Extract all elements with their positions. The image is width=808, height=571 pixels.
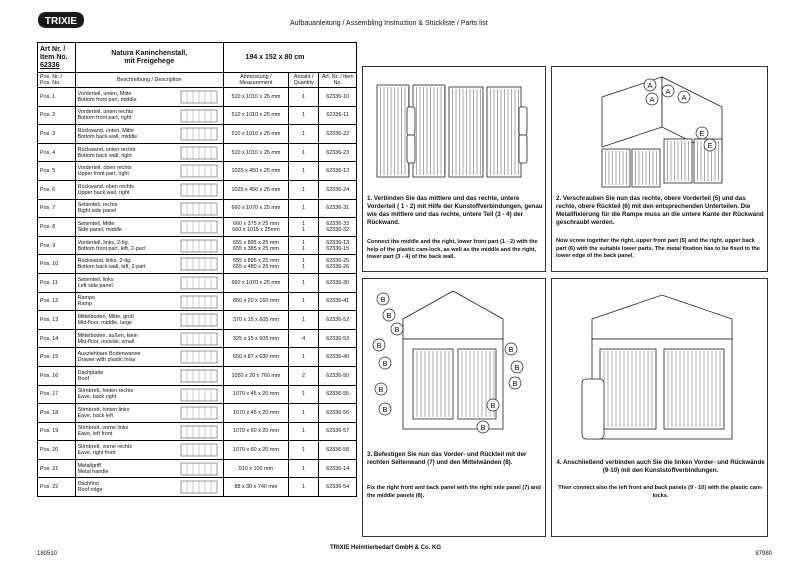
table-row	[38, 88, 357, 107]
parts-list-table	[37, 42, 357, 497]
table-row	[38, 199, 357, 218]
product-name-line2: mit Freigehege	[124, 57, 175, 65]
part-thumbnail	[179, 275, 221, 291]
item-no-cell: 62336-31	[319, 199, 357, 218]
pos-cell: Pos. 18	[38, 404, 76, 423]
callout-b-5: B	[382, 359, 388, 368]
measurement-cell: 370 x 15 x 605 mm	[223, 311, 288, 330]
pos-cell: Pos. 12	[38, 292, 76, 311]
pos-cell: Pos. 21	[38, 459, 76, 478]
quantity-cell: 1	[288, 422, 318, 441]
description-cell: Vorderteil, links, 2-tlg. Bottom front part, left, 2-part	[75, 236, 223, 255]
col-item-no: Art. Nr. / Item No.	[319, 73, 357, 88]
description-cell: Metallgriff Metal handle	[75, 459, 223, 478]
quantity-cell: 1	[288, 292, 318, 311]
quantity-cell: 1	[288, 478, 318, 497]
step-1-illustration	[363, 67, 547, 191]
measurement-cell: 510 x 100 mm	[223, 459, 288, 478]
callout-b-2: B	[386, 311, 392, 320]
measurement-cell: 1070 x 45 x 20 mm	[223, 385, 288, 404]
pos-cell: Pos. 3	[38, 125, 76, 144]
measurement-cell: 655 x 895 x 25 mm 655 x 480 x 25 mm	[223, 255, 288, 274]
description-cell: Dachfirst Roof ridge	[75, 478, 223, 497]
part-thumbnail	[179, 312, 221, 328]
item-no-cell: 62336-41	[319, 292, 357, 311]
callout-a-3: A	[665, 87, 671, 96]
footer-doc-number: 87980	[755, 551, 772, 557]
item-no-cell: 62336-12	[319, 162, 357, 181]
item-no-cell: 62336-58	[319, 441, 357, 460]
quantity-cell: 1 1	[288, 218, 318, 237]
footer-date-code: 180510	[37, 551, 58, 557]
quantity-cell: 1	[288, 385, 318, 404]
pos-cell: Pos. 11	[38, 273, 76, 292]
item-no-cell: 62336-53	[319, 329, 357, 348]
item-no-cell: 62336-55	[319, 385, 357, 404]
measurement-cell: 510 x 1010 x 25 mm	[223, 106, 288, 125]
quantity-cell: 1	[288, 125, 318, 144]
product-name-cell	[75, 43, 223, 73]
measurement-cell: 1070 x 60 x 20 mm	[223, 441, 288, 460]
part-thumbnail	[179, 405, 221, 421]
measurement-cell: 655 x 895 x 25 mm 655 x 385 x 25 mm	[223, 236, 288, 255]
step-2-illustration	[552, 67, 769, 191]
pos-cell: Pos. 7	[38, 199, 76, 218]
pos-cell: Pos. 4	[38, 143, 76, 162]
item-no-cell: 62336-52	[319, 311, 357, 330]
table-row	[38, 162, 357, 181]
item-no-cell: 62336-33 62336-32	[319, 218, 357, 237]
art-label: Art Nr. / Item No.	[40, 45, 68, 61]
quantity-cell: 1	[288, 143, 318, 162]
table-row	[38, 459, 357, 478]
description-cell: Rückwand, oben rechts Upper back wall, right	[75, 180, 223, 199]
pos-cell: Pos. 9	[38, 236, 76, 255]
part-thumbnail	[179, 387, 221, 403]
quantity-cell: 1	[288, 273, 318, 292]
callout-b-10: B	[382, 405, 388, 414]
measurement-cell: 88 x 30 x 740 mm	[223, 478, 288, 497]
column-header-row	[38, 73, 357, 88]
table-row	[38, 292, 357, 311]
measurement-cell: 660 x 375 x 25 mm 660 x 1015 x 25mm	[223, 218, 288, 237]
pos-cell: Pos. 13	[38, 311, 76, 330]
item-no-cell: 62336-40	[319, 348, 357, 367]
item-no-cell: 62336-50	[319, 366, 357, 385]
quantity-cell: 1	[288, 106, 318, 125]
item-no-cell: 62336-30	[319, 273, 357, 292]
pos-cell: Pos. 1	[38, 88, 76, 107]
callout-b-7: B	[514, 363, 520, 372]
pos-cell: Pos. 17	[38, 385, 76, 404]
measurement-cell: 510 x 1010 x 25 mm	[223, 143, 288, 162]
description-cell: Mittelboden, Mitte, groß Mid-floor, middle, large	[75, 311, 223, 330]
table-row	[38, 478, 357, 497]
item-no-cell: 62336-54	[319, 478, 357, 497]
description-cell: Stirnbrett, hinten rechts Eave, back right	[75, 385, 223, 404]
description-cell: Ausziehbare Bodenwanne Drawer with plastic inlay	[75, 348, 223, 367]
part-thumbnail	[179, 294, 221, 310]
table-row	[38, 143, 357, 162]
table-row	[38, 366, 357, 385]
quantity-cell: 1	[288, 311, 318, 330]
item-no-cell: 62336-57	[319, 422, 357, 441]
description-cell: Vorderteil, oben rechts Upper front part, right	[75, 162, 223, 181]
quantity-cell: 1	[288, 441, 318, 460]
table-row	[38, 404, 357, 423]
table-row	[38, 385, 357, 404]
part-thumbnail	[179, 238, 221, 254]
item-no-cell: 62336-10	[319, 88, 357, 107]
step-4-illustration	[552, 279, 769, 457]
measurement-cell: 510 x 1010 x 25 mm	[223, 88, 288, 107]
quantity-cell: 1	[288, 162, 318, 181]
step-2-panel	[551, 66, 768, 272]
quantity-cell: 1	[288, 348, 318, 367]
item-no-cell: 62336-22	[319, 125, 357, 144]
quantity-cell: 1	[288, 404, 318, 423]
measurement-cell: 1025 x 450 x 25 mm	[223, 180, 288, 199]
measurement-cell: 1050 x 20 x 760 mm	[223, 366, 288, 385]
description-cell: Stirnbrett, hinten links Eave, back left	[75, 404, 223, 423]
part-thumbnail	[179, 442, 221, 458]
col-measurement: Abmessung / Measurement	[223, 73, 288, 88]
callout-b-9: B	[378, 385, 384, 394]
callout-b-1: B	[380, 295, 386, 304]
callout-e-1: E	[699, 129, 705, 138]
description-cell: Rückwand, unten, Mitte Bottom back wall, middle	[75, 125, 223, 144]
part-thumbnail	[179, 424, 221, 440]
quantity-cell: 1 1	[288, 236, 318, 255]
part-thumbnail	[179, 182, 221, 198]
part-thumbnail	[179, 163, 221, 179]
col-quantity: Anzahl / Quantity	[288, 73, 318, 88]
part-thumbnail	[179, 201, 221, 217]
item-no-cell: 62336-24	[319, 180, 357, 199]
item-no-cell: 62336-56	[319, 404, 357, 423]
step-4-text-de: 4. Anschließend verbinden auch Sie die linken Vorder- und Rückwände (9-10) mit den Kunststoffverbindungen.	[556, 459, 765, 474]
measurement-cell: 1025 x 450 x 25 mm	[223, 162, 288, 181]
callout-b-11: B	[490, 401, 496, 410]
measurement-cell: 1070 x 60 x 20 mm	[223, 422, 288, 441]
part-thumbnail	[179, 479, 221, 495]
description-cell: Seitenteil, links Left side panel	[75, 273, 223, 292]
description-cell: Stirnbrett, vorne links Eave, left front	[75, 422, 223, 441]
callout-e-2: E	[707, 141, 713, 150]
callout-b-8: B	[512, 379, 518, 388]
step-1-panel	[362, 66, 546, 272]
measurement-cell: 650 x 87 x 630 mm	[223, 348, 288, 367]
table-row	[38, 180, 357, 199]
item-no-cell: 62336-23	[319, 143, 357, 162]
step-2-text-en: Now screw together the right, upper front part (5) and the right, upper back part (6) with the suitable lower parts. The metal fixation has to be fixed to the lower edge of the back panel.	[556, 238, 760, 259]
table-row	[38, 422, 357, 441]
part-thumbnail	[179, 368, 221, 384]
part-thumbnail	[179, 219, 221, 235]
description-cell: Mittelboden, außen, klein Mid-floor, outside, small	[75, 329, 223, 348]
description-cell: Rampe Ramp	[75, 292, 223, 311]
pos-cell: Pos. 2	[38, 106, 76, 125]
part-thumbnail	[179, 89, 221, 105]
step-1-text-de: 1. Verbinden Sie das mittlere und das rechte, untere Vorderteil ( 1 - 2) mit Hilfe der Kunstoffverbindungen, genau wie das mittlere und das rechte, untere Teil (3 - 4) der Rückwand.	[367, 195, 543, 226]
item-no-cell: 62336-13 62336-15	[319, 236, 357, 255]
pos-cell: Pos. 19	[38, 422, 76, 441]
table-row	[38, 236, 357, 255]
measurement-cell: 325 x 15 x 605 mm	[223, 329, 288, 348]
callout-b-12: B	[480, 423, 486, 432]
quantity-cell: 4	[288, 329, 318, 348]
pos-cell: Pos. 6	[38, 180, 76, 199]
logo-text: TRIXIE	[44, 16, 78, 27]
quantity-cell: 1	[288, 459, 318, 478]
art-no-cell	[38, 43, 76, 73]
step-3-illustration	[363, 279, 547, 447]
measurement-cell: 510 x 1010 x 25 mm	[223, 125, 288, 144]
part-thumbnail	[179, 461, 221, 477]
part-thumbnail	[179, 256, 221, 272]
product-name-line1: Natura Kaninchenstall,	[111, 49, 188, 57]
step-3-panel	[362, 278, 546, 537]
pos-cell: Pos. 8	[38, 218, 76, 237]
item-no-cell: 62336-14	[319, 459, 357, 478]
item-no-cell: 62336-25 62336-26	[319, 255, 357, 274]
page-title: Aufbauanleitung / Assembling Instruction & Stückliste / Parts list	[290, 20, 488, 27]
quantity-cell: 1 1	[288, 255, 318, 274]
pos-cell: Pos. 14	[38, 329, 76, 348]
pos-cell: Pos. 5	[38, 162, 76, 181]
callout-a-2: A	[649, 95, 655, 104]
quantity-cell: 1	[288, 88, 318, 107]
col-pos: Pos. Nr. / Pos. No.	[38, 73, 76, 88]
callout-a-4: A	[681, 93, 687, 102]
callout-b-3: B	[394, 325, 400, 334]
quantity-cell: 1	[288, 199, 318, 218]
pos-cell: Pos. 10	[38, 255, 76, 274]
table-row	[38, 273, 357, 292]
step-3-text-en: Fix the right front and back panel with the right side panel (7) and the middle panels (8).	[367, 485, 541, 499]
description-cell: Rückwand, unten rechts Bottom back wall, right	[75, 143, 223, 162]
callout-b-6: B	[508, 345, 514, 354]
table-row	[38, 348, 357, 367]
measurement-cell: 660 x 1070 x 25 mm	[223, 273, 288, 292]
step-2-text-de: 2. Verschrauben Sie nun das rechte, obere Vorderteil (5) und das rechte, obere Rückteil (6) mit den entsprechenden Unterteilen. Die Metallfixierung für die Rampe muss an die untere Kante der Rückwand geschraubt werden.	[556, 195, 764, 226]
table-row	[38, 106, 357, 125]
part-thumbnail	[179, 349, 221, 365]
pos-cell: Pos. 16	[38, 366, 76, 385]
description-cell: Vorderteil, unten rechts Bottom front part, right	[75, 106, 223, 125]
table-row	[38, 329, 357, 348]
footer-company: TRIXIE Heimtierbedarf GmbH & Co. KG	[330, 545, 442, 551]
col-description: Beschreibung / Description	[75, 73, 223, 88]
description-cell: Stirnbrett, vorne rechts Eave, right front	[75, 441, 223, 460]
step-3-text-de: 3. Befestigen Sie nun das Vorder- und Rückteil mit der rechten Seitenwand (7) und den Mittelwänden (8).	[367, 451, 527, 466]
item-no-cell: 62336-11	[319, 106, 357, 125]
product-dimensions: 194 x 152 x 80 cm	[223, 43, 356, 73]
trixie-logo	[35, 10, 87, 30]
pos-cell: Pos. 15	[38, 348, 76, 367]
pos-cell: Pos. 22	[38, 478, 76, 497]
callout-a-1: A	[647, 81, 653, 90]
measurement-cell: 1070 x 45 x 20 mm	[223, 404, 288, 423]
callout-b-4: B	[376, 341, 382, 350]
description-cell: Seitenteil, Mitte Side panel, middle	[75, 218, 223, 237]
table-row	[38, 125, 357, 144]
table-row	[38, 311, 357, 330]
product-header-row	[38, 43, 357, 73]
step-4-text-en: Then connect also the left front and back panels (9 - 10) with the plastic cam-locks.	[558, 485, 763, 499]
quantity-cell: 2	[288, 366, 318, 385]
description-cell: Vorderteil, unten, Mitte Bottom front part, middle	[75, 88, 223, 107]
description-cell: Dachplatte Roof	[75, 366, 223, 385]
part-thumbnail	[179, 145, 221, 161]
table-row	[38, 441, 357, 460]
step-4-panel	[551, 278, 768, 537]
part-thumbnail	[179, 126, 221, 142]
measurement-cell: 850 x 20 x 160 mm	[223, 292, 288, 311]
pos-cell: Pos. 20	[38, 441, 76, 460]
measurement-cell: 660 x 1070 x 25 mm	[223, 199, 288, 218]
quantity-cell: 1	[288, 180, 318, 199]
art-number: 62336	[40, 61, 60, 69]
step-1-text-en: Connect the middle and the right, lower front part (1 - 2) with the help of the plastic cam-lock, as well as the middle and the right, lower part (3 - 4) of the back wall.	[367, 239, 538, 260]
part-thumbnail	[179, 331, 221, 347]
description-cell: Seitenteil, rechts Right side panel	[75, 199, 223, 218]
table-row	[38, 218, 357, 237]
table-row	[38, 255, 357, 274]
description-cell: Rückwand, links, 2-tlg. Bottom back wall, left, 2-part	[75, 255, 223, 274]
part-thumbnail	[179, 108, 221, 124]
